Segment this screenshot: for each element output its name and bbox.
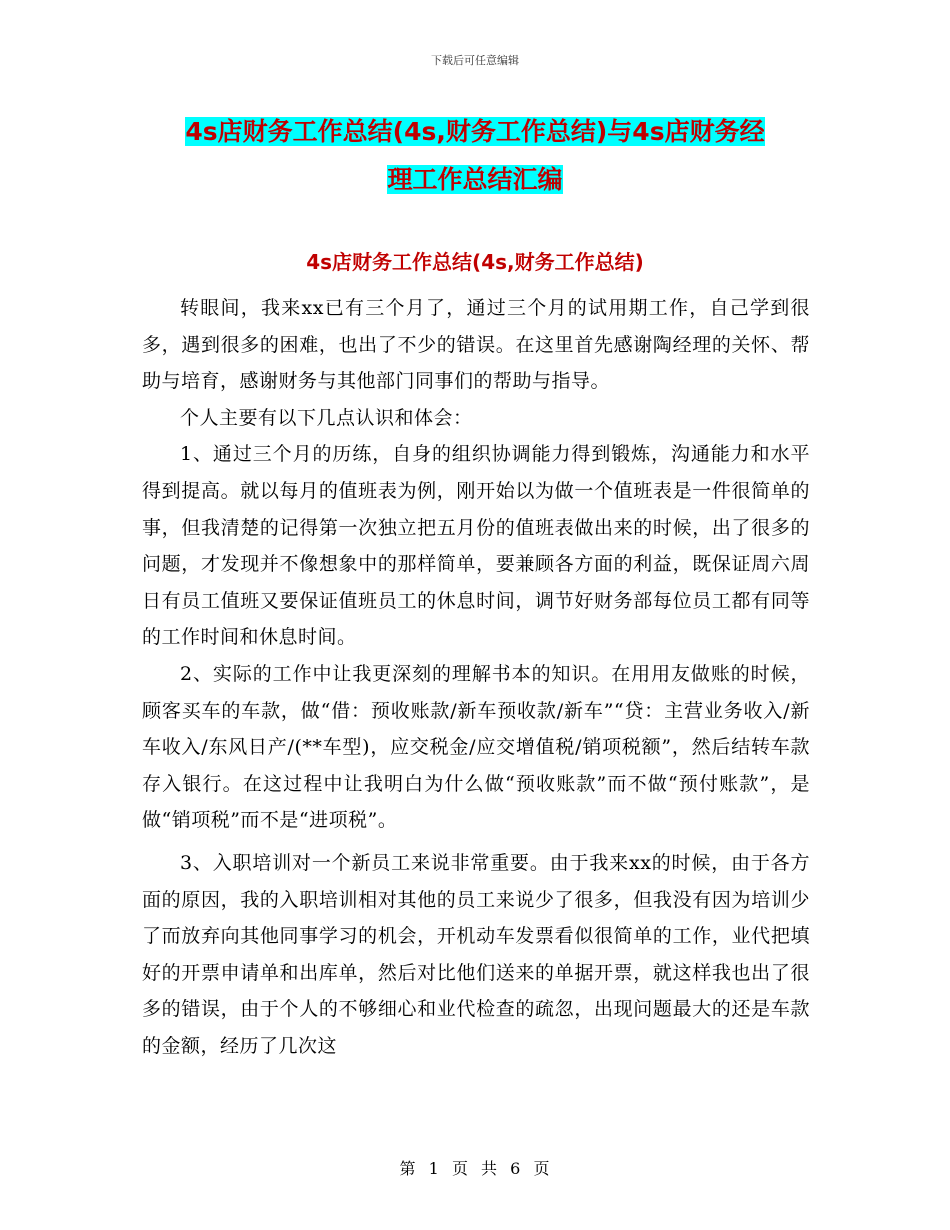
- document-body: [142, 290, 810, 1064]
- footer-total-pages: 6: [510, 1159, 522, 1178]
- document-title: [140, 108, 810, 204]
- paragraph-summary-lead: 个人主要有以下几点认识和体会：: [180, 406, 473, 429]
- paragraph-point-1: 1、通过三个月的历练，自身的组织协调能力得到锻炼，沟通能力和水平得到提高。就以每月的值班表为例，刚开始以为做一个值班表是一件很简单的事，但我清楚的记得第一次独立把五月份的值班表做出来的时候，出了很多的问题，才发现并不像想象中的那样简单，要兼顾各方面的利益，既保证周六周日有员工值班又要保证值班员工的休息时间，调节好财务部每位员工都有同等的工作时间和休息时间。: [142, 443, 810, 649]
- paragraph-point-2: 2、实际的工作中让我更深刻的理解书本的知识。在用用友做账的时候，顾客买车的车款，做“借：预收账款/新车预收款/新车”“贷：主营业务收入/新车收入/东风日产/(**车型)，应交税金/应交增值税/销项税额”，然后结转车款存入银行。在这过程中让我明白为什么做“预收账款”而不做“预付账款”，是做“销项税”而不是“进项税”。: [142, 662, 810, 832]
- document-title-line-1: 4s店财务工作总结(4s,财务工作总结)与4s店财务经: [185, 117, 765, 146]
- footer-prefix: 第: [399, 1159, 417, 1178]
- section-title: 4s店财务工作总结(4s,财务工作总结): [306, 250, 644, 274]
- footer-page-word: 页: [451, 1159, 469, 1178]
- page-footer: [0, 1156, 950, 1179]
- paragraph-intro: 转眼间，我来xx已有三个月了，通过三个月的试用期工作，自己学到很多，遇到很多的困难，也出了不少的错误。在这里首先感谢陶经理的关怀、帮助与培育，感谢财务与其他部门同事们的帮助与指导。: [142, 297, 810, 393]
- footer-suffix: 页: [533, 1159, 551, 1178]
- footer-total-word: 共: [481, 1159, 499, 1178]
- paragraph-point-3: 3、入职培训对一个新员工来说非常重要。由于我来xx的时候，由于各方面的原因，我的入职培训相对其他的员工来说少了很多，但我没有因为培训少了而放弃向其他同事学习的机会，开机动车发票看似很简单的工作，业代把填好的开票申请单和出库单，然后对比他们送来的单据开票，就这样我也出了很多的错误，由于个人的不够细心和业代检查的疏忽，出现问题最大的还是车款的金额，经历了几次这: [142, 851, 810, 1057]
- document-title-line-2: 理工作总结汇编: [387, 165, 563, 194]
- page-header-note: 下载后可任意编辑: [431, 54, 519, 67]
- footer-page-number: 1: [428, 1159, 440, 1178]
